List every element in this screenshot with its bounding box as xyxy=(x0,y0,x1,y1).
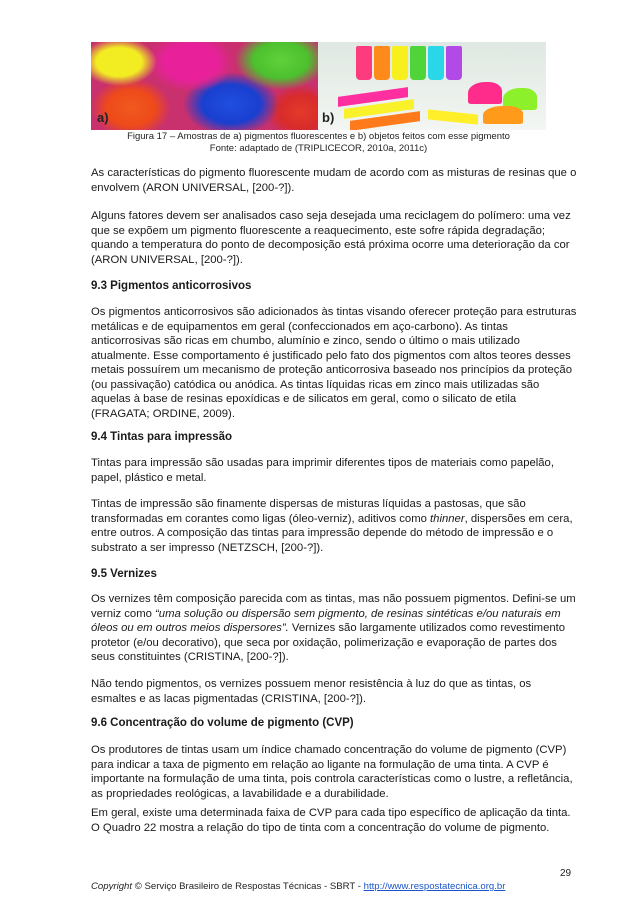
page-number: 29 xyxy=(560,868,572,879)
quoted-definition: “uma solução ou dispersão sem pigmento, de resinas sintéticas e/ou naturais em óleos ou em outros meios dispersores”. xyxy=(91,607,561,634)
page-footer xyxy=(91,881,505,892)
paragraph: As características do pigmento fluorescente mudam de acordo com as misturas de resinas que o envolvem (ARON UNIVERSAL, [200-?]). xyxy=(91,167,577,194)
paragraph: Alguns fatores devem ser analisados caso seja desejada uma reciclagem do polímero: uma vez que se expõem um pigmento fluorescente a reaquecimento, este sofre rápida degradação; quando a temperatura do ponto de decomposição está próxima ocorre uma deterioração da cor (ARON UNIVERSAL, [200-?]). xyxy=(91,210,571,266)
figure-label-b: b) xyxy=(322,110,335,125)
figure-label-a: a) xyxy=(97,110,109,125)
cup-shape xyxy=(428,46,444,80)
paragraph-text: Os vernizes têm composição parecida com as tintas, mas não possuem pigmentos. Defini-se um verniz como xyxy=(91,593,576,620)
cup-shape xyxy=(356,46,372,80)
paragraph: Não tendo pigmentos, os vernizes possuem menor resistência à luz do que as tintas, os esmaltes e as lacas pigmentadas (CRISTINA, [200-?]). xyxy=(91,678,532,705)
emphasis-text: thinner xyxy=(430,512,465,525)
paragraph: Em geral, existe uma determinada faixa de CVP para cada tipo específico de aplicação da tinta. O Quadro 22 mostra a relação do tipo de tinta com a concentração do volume de pigmento. xyxy=(91,807,571,834)
section-heading-9-6: 9.6 Concentração do volume de pigmento (CVP) xyxy=(91,717,354,729)
figure-caption: Figura 17 – Amostras de a) pigmentos fluorescentes e b) objetos feitos com esse pigmento xyxy=(127,131,510,142)
sbrt-website-link[interactable]: http://www.respostatecnica.org.br xyxy=(363,881,506,892)
paragraph: Os pigmentos anticorrosivos são adicionados às tintas visando oferecer proteção para estruturas metálicas e de equipamentos em geral (confeccionados em aço-carbono). As tintas anticorrosivas são ricas em chumbo, alumínio e zinco, sendo o último o mais utilizado atualmente. Esse comportamento é justificado pelo fato dos pigmentos com altos teores desses metais possuírem um mecanismo de proteção anticorrosiva baseado nos princípios da proteção (ou passivação) catódica ou anódica. As tintas líquidas ricas em zinco mais utilizadas são aquelas à base de resinas epoxídicas e de silicatos em geral, como o silicato de etila (FRAGATA; ORDINE, 2009). xyxy=(91,306,577,420)
paragraph-text: Vernizes são largamente utilizados como revestimento protetor (e/ou decorativo), que seca por oxidação, polimerização e evaporação de partes dos seus constituintes (CRISTINA, [200-?]). xyxy=(91,622,566,663)
paragraph xyxy=(91,497,577,555)
section-heading-9-5: 9.5 Vernizes xyxy=(91,568,157,580)
section-heading-9-3: 9.3 Pigmentos anticorrosivos xyxy=(91,280,252,292)
section-heading-9-4: 9.4 Tintas para impressão xyxy=(91,431,233,443)
copyright-word: Copyright xyxy=(91,881,133,892)
paragraph xyxy=(91,592,577,665)
cup-shape xyxy=(392,46,408,80)
figure-17-image xyxy=(91,42,546,130)
shoe-shape xyxy=(483,106,523,124)
fluorescent-strip xyxy=(428,109,478,124)
figure-source: Fonte: adaptado de (TRIPLICECOR, 2010a, 2011c) xyxy=(209,143,428,154)
fluorescent-pigments-photo xyxy=(91,42,318,130)
paragraph-text: , dispersões em cera, entre outros. A composição das tintas para impressão depende do método de impressão e o substrato a ser impresso (NETZSCH, [200-?]). xyxy=(91,512,573,554)
paragraph-text: Tintas de impressão são finamente dispersas de misturas líquidas a pastosas, que são transformadas em corantes como ligas (óleo-verniz), aditivos como xyxy=(91,498,526,525)
paragraph: Tintas para impressão são usadas para imprimir diferentes tipos de materiais como papelão, papel, plástico e metal. xyxy=(91,457,554,484)
cup-shape xyxy=(446,46,462,80)
footer-text: © Serviço Brasileiro de Respostas Técnicas - SBRT - xyxy=(132,881,364,892)
paragraph: Os produtores de tintas usam um índice chamado concentração do volume de pigmento (CVP) para indicar a taxa de pigmento em relação ao ligante na formulação de uma tinta. A CVP é importante na formulação de uma tinta, pois controla características como o lustre, a refletância, as propriedades reológicas, a lavabilidade e a durabilidade. xyxy=(91,744,573,800)
cup-shape xyxy=(374,46,390,80)
fluorescent-objects-photo xyxy=(318,42,546,130)
shoe-shape xyxy=(468,82,502,104)
cup-shape xyxy=(410,46,426,80)
